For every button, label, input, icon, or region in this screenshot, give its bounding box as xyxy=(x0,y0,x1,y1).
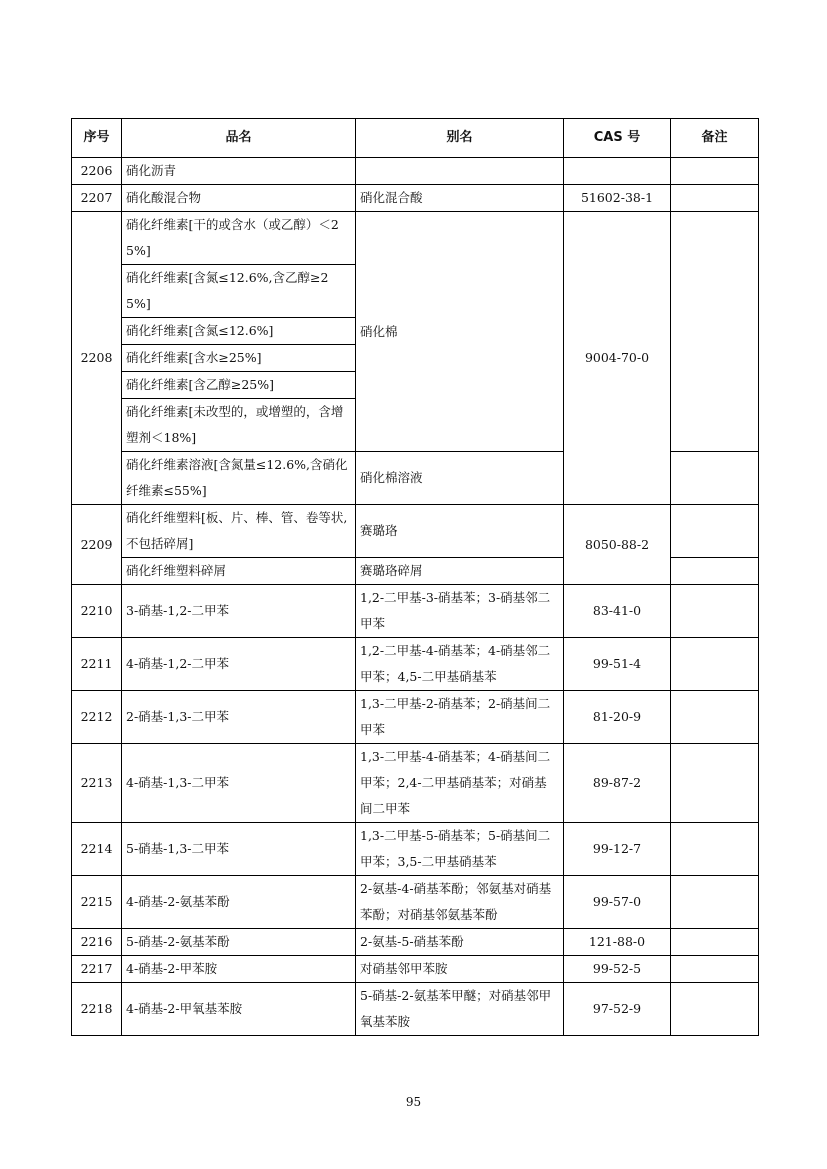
name-cell: 硝化纤维塑料[板、片、棒、管、卷等状,不包括碎屑] xyxy=(122,505,356,558)
note-cell xyxy=(671,929,759,956)
chemical-table xyxy=(71,118,759,1036)
note-cell xyxy=(671,691,759,744)
table-row xyxy=(72,185,759,212)
cas-cell: 8050-88-2 xyxy=(564,505,671,585)
alias-cell: 赛璐珞碎屑 xyxy=(356,558,564,585)
alias-cell: 1,3-二甲基-2-硝基苯；2-硝基间二甲苯 xyxy=(356,691,564,744)
cas-cell: 83-41-0 xyxy=(564,585,671,638)
name-cell: 硝化纤维素[含水≥25%] xyxy=(122,345,356,372)
table-row xyxy=(72,876,759,929)
alias-cell: 硝化混合酸 xyxy=(356,185,564,212)
name-cell: 3-硝基-1,2-二甲苯 xyxy=(122,585,356,638)
cas-cell: 99-52-5 xyxy=(564,956,671,983)
cas-cell: 99-12-7 xyxy=(564,823,671,876)
table-row xyxy=(72,212,759,265)
note-cell xyxy=(671,876,759,929)
name-cell: 5-硝基-1,3-二甲苯 xyxy=(122,823,356,876)
table-row xyxy=(72,983,759,1036)
cas-cell: 89-87-2 xyxy=(564,744,671,823)
note-cell xyxy=(671,823,759,876)
seq-cell: 2212 xyxy=(72,691,122,744)
alias-cell: 1,2-二甲基-4-硝基苯；4-硝基邻二甲苯；4,5-二甲基硝基苯 xyxy=(356,638,564,691)
name-cell: 硝化纤维素[干的或含水（或乙醇）＜25%] xyxy=(122,212,356,265)
cas-cell: 51602-38-1 xyxy=(564,185,671,212)
name-cell: 4-硝基-2-氨基苯酚 xyxy=(122,876,356,929)
name-cell: 4-硝基-2-甲氧基苯胺 xyxy=(122,983,356,1036)
alias-cell: 5-硝基-2-氨基苯甲醚；对硝基邻甲氧基苯胺 xyxy=(356,983,564,1036)
alias-cell: 1,3-二甲基-5-硝基苯；5-硝基间二甲苯；3,5-二甲基硝基苯 xyxy=(356,823,564,876)
header-row xyxy=(72,119,759,158)
name-cell: 4-硝基-2-甲苯胺 xyxy=(122,956,356,983)
header-name: 品名 xyxy=(122,119,356,158)
alias-cell: 对硝基邻甲苯胺 xyxy=(356,956,564,983)
name-cell: 硝化纤维素[含乙醇≥25%] xyxy=(122,372,356,399)
cas-cell: 121-88-0 xyxy=(564,929,671,956)
seq-cell: 2208 xyxy=(72,212,122,505)
note-cell xyxy=(671,158,759,185)
table-row xyxy=(72,638,759,691)
name-cell: 4-硝基-1,2-二甲苯 xyxy=(122,638,356,691)
alias-cell: 硝化棉 xyxy=(356,212,564,452)
name-cell: 硝化纤维素[未改型的，或增塑的，含增塑剂＜18%] xyxy=(122,399,356,452)
name-cell: 5-硝基-2-氨基苯酚 xyxy=(122,929,356,956)
table-row xyxy=(72,744,759,823)
seq-cell: 2216 xyxy=(72,929,122,956)
seq-cell: 2215 xyxy=(72,876,122,929)
name-cell: 硝化酸混合物 xyxy=(122,185,356,212)
table-row xyxy=(72,691,759,744)
seq-cell: 2214 xyxy=(72,823,122,876)
name-cell: 硝化纤维塑料碎屑 xyxy=(122,558,356,585)
name-cell: 硝化纤维素[含氮≤12.6%] xyxy=(122,318,356,345)
seq-cell: 2209 xyxy=(72,505,122,585)
note-cell xyxy=(671,744,759,823)
cas-cell: 99-57-0 xyxy=(564,876,671,929)
note-cell xyxy=(671,585,759,638)
table-row xyxy=(72,929,759,956)
alias-cell: 赛璐珞 xyxy=(356,505,564,558)
note-cell xyxy=(671,638,759,691)
seq-cell: 2210 xyxy=(72,585,122,638)
name-cell: 硝化纤维素[含氮≤12.6%,含乙醇≥25%] xyxy=(122,265,356,318)
cas-cell xyxy=(564,158,671,185)
table-row xyxy=(72,585,759,638)
cas-cell: 99-51-4 xyxy=(564,638,671,691)
note-cell xyxy=(671,452,759,505)
alias-cell: 2-氨基-5-硝基苯酚 xyxy=(356,929,564,956)
cas-cell: 81-20-9 xyxy=(564,691,671,744)
table-row xyxy=(72,505,759,558)
seq-cell: 2206 xyxy=(72,158,122,185)
name-cell: 硝化纤维素溶液[含氮量≤12.6%,含硝化纤维素≤55%] xyxy=(122,452,356,505)
table-row xyxy=(72,956,759,983)
seq-cell: 2207 xyxy=(72,185,122,212)
note-cell xyxy=(671,505,759,558)
alias-cell: 硝化棉溶液 xyxy=(356,452,564,505)
cas-cell: 9004-70-0 xyxy=(564,212,671,505)
header-seq: 序号 xyxy=(72,119,122,158)
name-cell: 2-硝基-1,3-二甲苯 xyxy=(122,691,356,744)
seq-cell: 2218 xyxy=(72,983,122,1036)
seq-cell: 2217 xyxy=(72,956,122,983)
header-alias: 别名 xyxy=(356,119,564,158)
seq-cell: 2211 xyxy=(72,638,122,691)
note-cell xyxy=(671,956,759,983)
table-row xyxy=(72,158,759,185)
note-cell xyxy=(671,185,759,212)
cas-cell: 97-52-9 xyxy=(564,983,671,1036)
name-cell: 硝化沥青 xyxy=(122,158,356,185)
table-row xyxy=(72,823,759,876)
header-note: 备注 xyxy=(671,119,759,158)
alias-cell xyxy=(356,158,564,185)
alias-cell: 2-氨基-4-硝基苯酚；邻氨基对硝基苯酚；对硝基邻氨基苯酚 xyxy=(356,876,564,929)
note-cell xyxy=(671,558,759,585)
name-cell: 4-硝基-1,3-二甲苯 xyxy=(122,744,356,823)
alias-cell: 1,2-二甲基-3-硝基苯；3-硝基邻二甲苯 xyxy=(356,585,564,638)
seq-cell: 2213 xyxy=(72,744,122,823)
note-cell xyxy=(671,212,759,452)
page-number: 95 xyxy=(405,1095,422,1109)
header-cas: CAS 号 xyxy=(564,119,671,158)
note-cell xyxy=(671,983,759,1036)
alias-cell: 1,3-二甲基-4-硝基苯；4-硝基间二甲苯；2,4-二甲基硝基苯；对硝基间二甲苯 xyxy=(356,744,564,823)
